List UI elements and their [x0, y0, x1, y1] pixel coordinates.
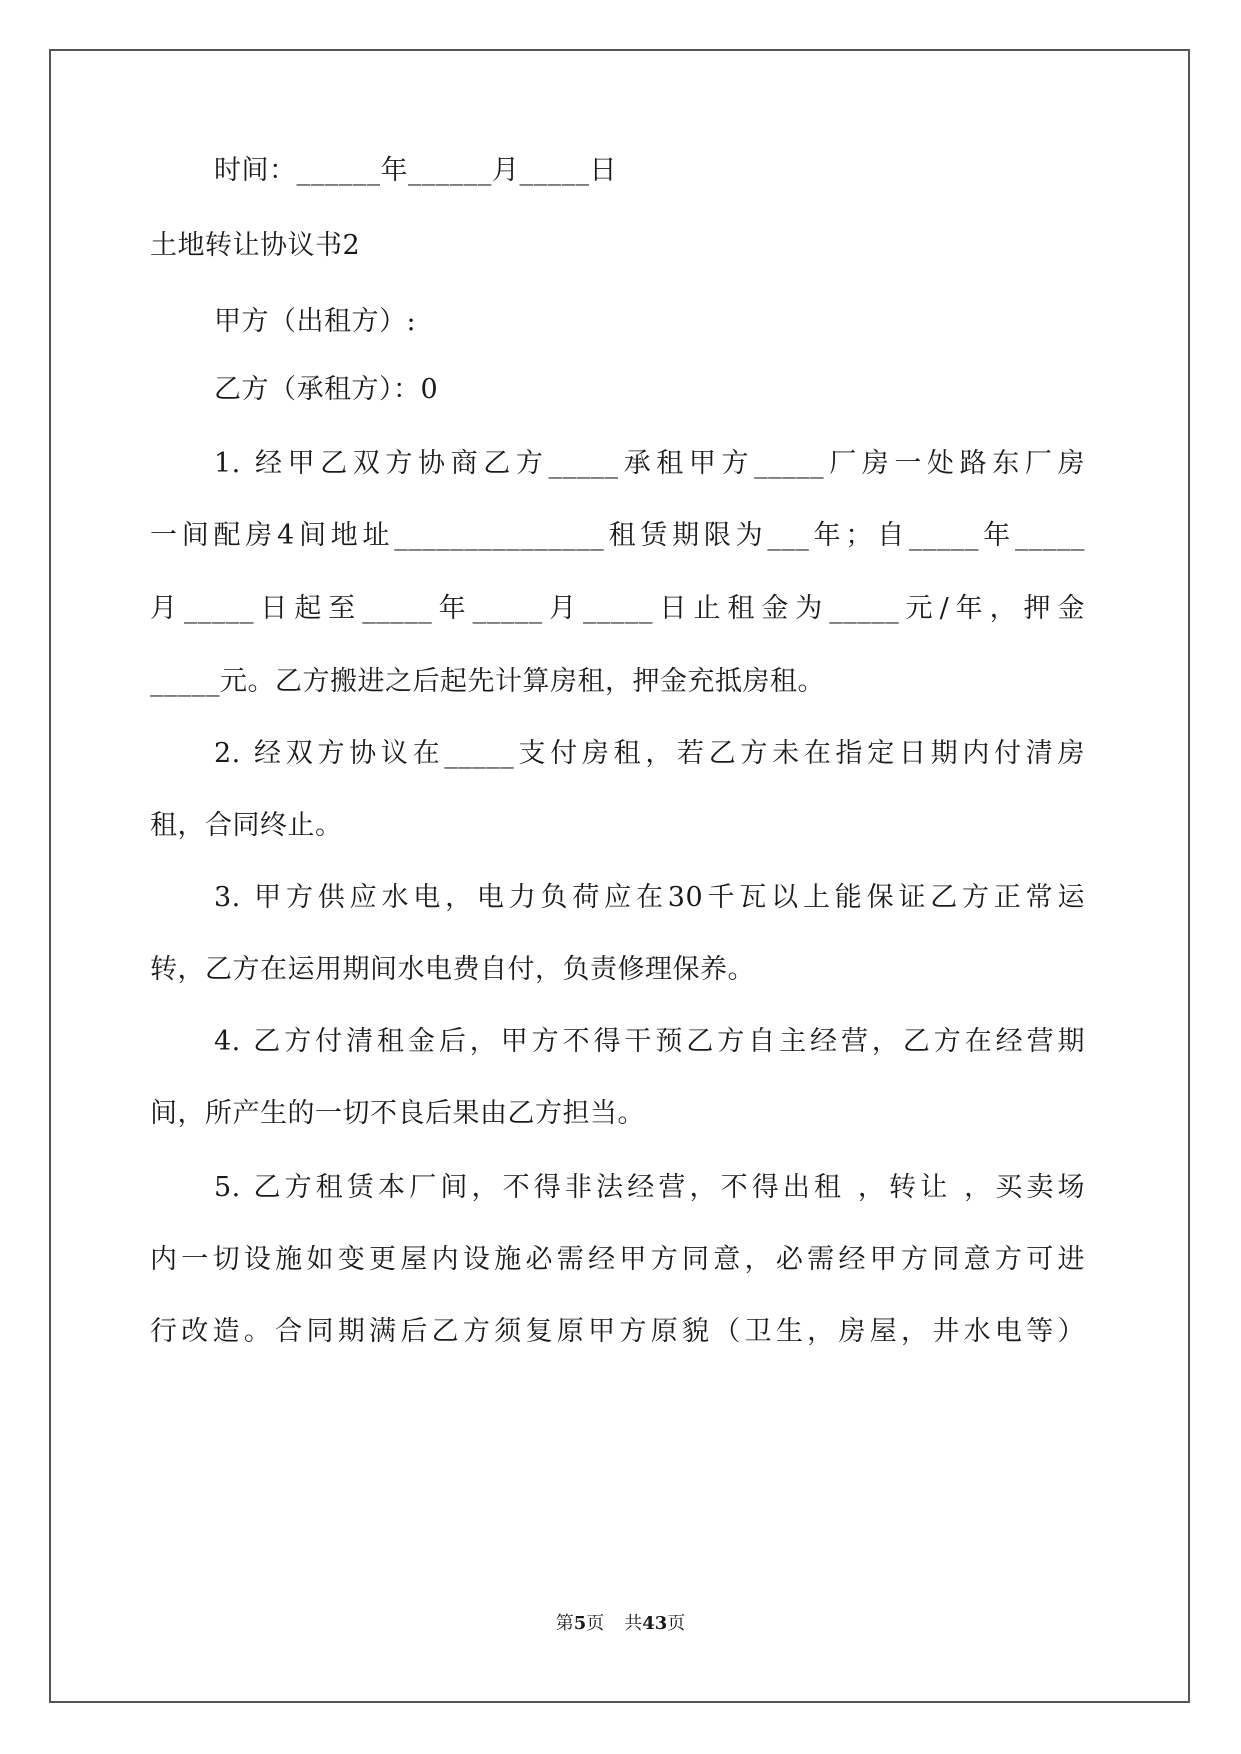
party-a-line: 甲方（出租方）:: [214, 306, 417, 337]
clause-5-line-1: 5. 乙方租赁本厂间，不得非法经营，不得出租 ，转让 ，买卖场: [214, 1172, 1085, 1203]
clause-5-line-3: 行改造。合同期满后乙方须复原甲方原貌（卫生，房屋，井水电等）: [150, 1316, 1085, 1347]
clause-2-line-1: 2. 经双方协议在_____支付房租，若乙方未在指定日期内付清房: [214, 738, 1085, 769]
clause-1-line-1: 1. 经甲乙双方协商乙方_____承租甲方_____厂房一处路东厂房: [214, 448, 1085, 479]
page-number: 5: [573, 1613, 587, 1634]
section-title: 土地转让协议书2: [150, 230, 361, 261]
page-footer: [0, 1612, 1241, 1636]
clause-4-line-2: 间，所产生的一切不良后果由乙方担当。: [150, 1098, 645, 1129]
clause-1-line-4: _____元。乙方搬进之后起先计算房租，押金充抵房租。: [150, 666, 825, 697]
page-suffix: 页: [586, 1613, 605, 1634]
total-suffix: 页: [667, 1613, 686, 1634]
page-prefix: 第: [555, 1613, 574, 1634]
total-pages: 43: [642, 1613, 668, 1634]
clause-1-line-2: 一间配房4间地址_______________租赁期限为___年；自_____年_____: [150, 520, 1085, 551]
clause-3-line-2: 转，乙方在运用期间水电费自付，负责修理保养。: [150, 954, 755, 985]
clause-5-line-2: 内一切设施如变更屋内设施必需经甲方同意，必需经甲方同意方可进: [150, 1244, 1085, 1275]
date-line: 时间：______年______月_____日: [214, 155, 617, 186]
clause-2-line-2: 租，合同终止。: [150, 810, 343, 841]
clause-4-line-1: 4. 乙方付清租金后，甲方不得干预乙方自主经营，乙方在经营期: [214, 1026, 1085, 1057]
party-b-line: 乙方（承租方）：0: [214, 374, 439, 405]
clause-3-line-1: 3. 甲方供应水电，电力负荷应在30千瓦以上能保证乙方正常运: [214, 882, 1085, 913]
total-prefix: 共: [624, 1613, 643, 1634]
page-border: [49, 49, 1190, 1703]
clause-1-line-3: 月_____日起至_____年_____月_____日止租金为_____元/年，押金: [150, 593, 1085, 624]
